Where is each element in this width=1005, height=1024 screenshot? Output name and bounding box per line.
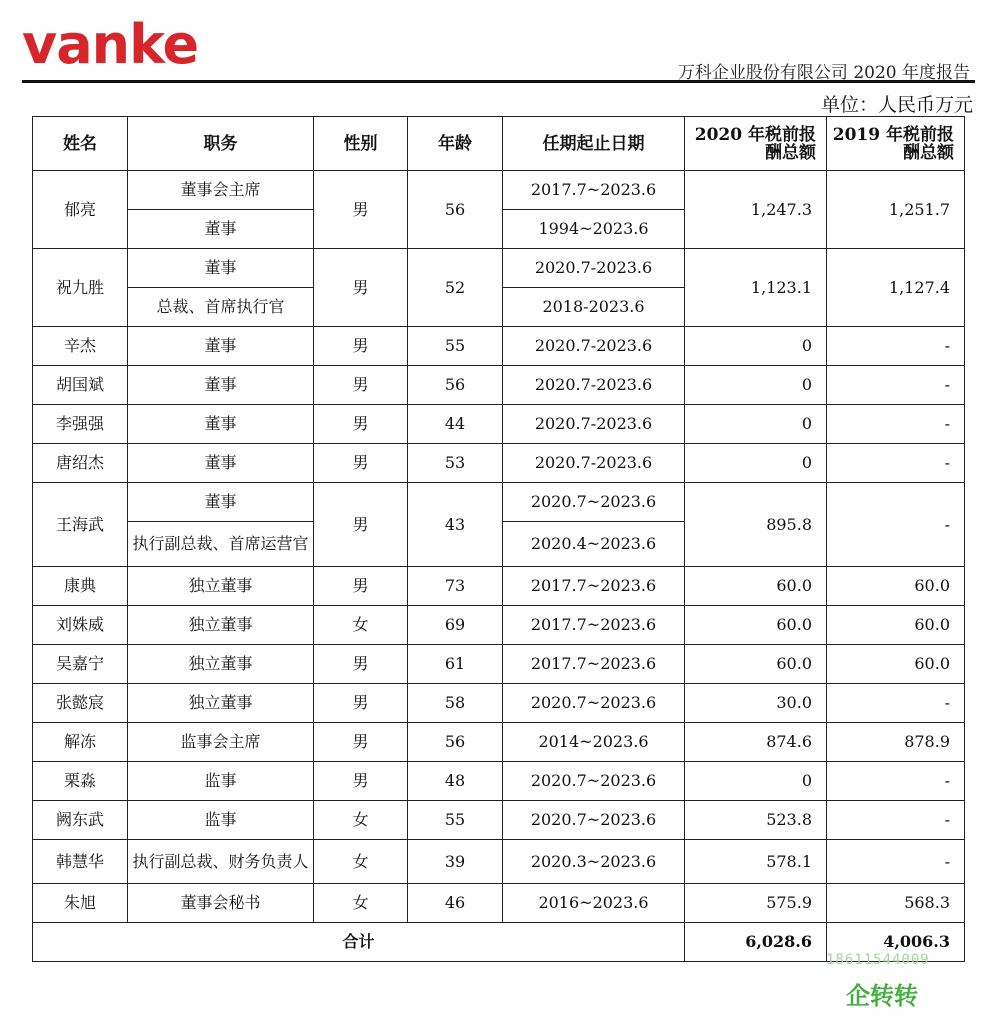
table-row	[33, 884, 965, 923]
table-row	[33, 801, 965, 840]
table-row	[33, 171, 965, 210]
cell-gender: 男	[314, 684, 408, 723]
cell-pay-2020: 60.0	[685, 567, 827, 606]
cell-name: 栗淼	[33, 762, 128, 801]
cell-term: 2020.7~2023.6	[503, 483, 685, 522]
cell-term: 2017.7~2023.6	[503, 606, 685, 645]
cell-term: 2020.7~2023.6	[503, 762, 685, 801]
cell-position: 监事	[128, 762, 314, 801]
cell-name: 李强强	[33, 405, 128, 444]
cell-gender: 男	[314, 444, 408, 483]
table-body	[33, 171, 965, 962]
col-header-gender: 性别	[314, 117, 408, 171]
cell-gender: 男	[314, 405, 408, 444]
cell-age: 73	[408, 567, 503, 606]
cell-position: 董事	[128, 405, 314, 444]
cell-term: 2014~2023.6	[503, 723, 685, 762]
total-row	[33, 923, 965, 962]
cell-position: 独立董事	[128, 645, 314, 684]
col-header-age: 年龄	[408, 117, 503, 171]
cell-name: 唐绍杰	[33, 444, 128, 483]
cell-position: 总裁、首席执行官	[128, 288, 314, 327]
cell-name: 辛杰	[33, 327, 128, 366]
cell-name: 胡国斌	[33, 366, 128, 405]
cell-gender: 女	[314, 840, 408, 884]
cell-age: 56	[408, 366, 503, 405]
cell-name: 王海武	[33, 483, 128, 567]
cell-age: 56	[408, 723, 503, 762]
table-row	[33, 444, 965, 483]
cell-term: 2020.7-2023.6	[503, 327, 685, 366]
table-row	[33, 366, 965, 405]
cell-pay-2019: -	[827, 801, 965, 840]
cell-pay-2020: 874.6	[685, 723, 827, 762]
cell-gender: 男	[314, 171, 408, 249]
cell-name: 刘姝威	[33, 606, 128, 645]
cell-position: 执行副总裁、财务负责人	[128, 840, 314, 884]
cell-pay-2020: 60.0	[685, 606, 827, 645]
table-row	[33, 840, 965, 884]
cell-age: 52	[408, 249, 503, 327]
total-pay-2019: 4,006.3	[827, 923, 965, 962]
cell-term: 2020.7-2023.6	[503, 366, 685, 405]
cell-age: 55	[408, 801, 503, 840]
cell-pay-2019: 1,251.7	[827, 171, 965, 249]
header-rule	[22, 80, 975, 83]
report-title: 万科企业股份有限公司 2020 年度报告	[677, 63, 970, 83]
cell-position: 监事	[128, 801, 314, 840]
watermark-brand: 企转转	[846, 982, 918, 1010]
col-header-position: 职务	[128, 117, 314, 171]
cell-pay-2020: 0	[685, 444, 827, 483]
cell-term: 2018-2023.6	[503, 288, 685, 327]
total-label: 合计	[33, 923, 685, 962]
table-row	[33, 684, 965, 723]
cell-gender: 男	[314, 366, 408, 405]
cell-age: 53	[408, 444, 503, 483]
cell-gender: 男	[314, 645, 408, 684]
cell-gender: 男	[314, 327, 408, 366]
cell-gender: 女	[314, 801, 408, 840]
cell-position: 董事	[128, 249, 314, 288]
cell-age: 56	[408, 171, 503, 249]
cell-name: 郁亮	[33, 171, 128, 249]
cell-gender: 女	[314, 606, 408, 645]
cell-pay-2019: -	[827, 762, 965, 801]
cell-pay-2020: 523.8	[685, 801, 827, 840]
table-row	[33, 723, 965, 762]
cell-gender: 男	[314, 249, 408, 327]
cell-pay-2020: 0	[685, 405, 827, 444]
table-row	[33, 405, 965, 444]
cell-pay-2019: 60.0	[827, 645, 965, 684]
cell-pay-2020: 575.9	[685, 884, 827, 923]
cell-term: 2020.7-2023.6	[503, 249, 685, 288]
compensation-table	[32, 116, 965, 962]
cell-name: 朱旭	[33, 884, 128, 923]
cell-term: 2017.7~2023.6	[503, 567, 685, 606]
table-row	[33, 483, 965, 522]
cell-age: 55	[408, 327, 503, 366]
cell-pay-2019: -	[827, 366, 965, 405]
cell-pay-2019: -	[827, 327, 965, 366]
cell-pay-2020: 30.0	[685, 684, 827, 723]
cell-term: 2016~2023.6	[503, 884, 685, 923]
col-header-pay-2020: 2020 年税前报酬总额	[685, 117, 827, 171]
cell-age: 46	[408, 884, 503, 923]
table-header-row	[33, 117, 965, 171]
col-header-pay-2019: 2019 年税前报酬总额	[827, 117, 965, 171]
cell-position: 董事	[128, 327, 314, 366]
cell-position: 独立董事	[128, 684, 314, 723]
watermark-number: 18611544009	[826, 952, 930, 968]
cell-pay-2019: 878.9	[827, 723, 965, 762]
table-row	[33, 645, 965, 684]
cell-position: 独立董事	[128, 567, 314, 606]
cell-term: 2020.3~2023.6	[503, 840, 685, 884]
table-row	[33, 327, 965, 366]
cell-term: 2017.7~2023.6	[503, 645, 685, 684]
cell-name: 康典	[33, 567, 128, 606]
cell-pay-2019: -	[827, 483, 965, 567]
cell-pay-2020: 578.1	[685, 840, 827, 884]
cell-pay-2019: 60.0	[827, 606, 965, 645]
cell-pay-2019: 60.0	[827, 567, 965, 606]
cell-age: 39	[408, 840, 503, 884]
cell-term: 2020.7~2023.6	[503, 684, 685, 723]
vanke-logo: vanke	[22, 13, 199, 76]
cell-pay-2020: 895.8	[685, 483, 827, 567]
cell-gender: 男	[314, 483, 408, 567]
cell-age: 48	[408, 762, 503, 801]
cell-name: 解冻	[33, 723, 128, 762]
cell-term: 1994~2023.6	[503, 210, 685, 249]
cell-age: 44	[408, 405, 503, 444]
cell-term: 2017.7~2023.6	[503, 171, 685, 210]
cell-name: 吴嘉宁	[33, 645, 128, 684]
cell-position: 董事会秘书	[128, 884, 314, 923]
cell-pay-2019: 568.3	[827, 884, 965, 923]
cell-pay-2020: 1,247.3	[685, 171, 827, 249]
col-header-term: 任期起止日期	[503, 117, 685, 171]
cell-pay-2019: -	[827, 444, 965, 483]
cell-name: 祝九胜	[33, 249, 128, 327]
cell-age: 61	[408, 645, 503, 684]
cell-position: 监事会主席	[128, 723, 314, 762]
table-row	[33, 249, 965, 288]
total-pay-2020: 6,028.6	[685, 923, 827, 962]
cell-pay-2019: -	[827, 684, 965, 723]
cell-term: 2020.7-2023.6	[503, 405, 685, 444]
cell-term: 2020.7~2023.6	[503, 801, 685, 840]
cell-pay-2020: 60.0	[685, 645, 827, 684]
unit-label: 单位：人民币万元	[820, 94, 973, 116]
cell-age: 69	[408, 606, 503, 645]
cell-pay-2020: 1,123.1	[685, 249, 827, 327]
cell-name: 韩慧华	[33, 840, 128, 884]
table-row	[33, 567, 965, 606]
cell-gender: 女	[314, 884, 408, 923]
cell-name: 阙东武	[33, 801, 128, 840]
cell-gender: 男	[314, 723, 408, 762]
cell-name: 张懿宸	[33, 684, 128, 723]
cell-pay-2020: 0	[685, 762, 827, 801]
table-row	[33, 762, 965, 801]
cell-age: 58	[408, 684, 503, 723]
cell-age: 43	[408, 483, 503, 567]
cell-gender: 男	[314, 762, 408, 801]
table-row	[33, 606, 965, 645]
cell-position: 董事会主席	[128, 171, 314, 210]
cell-position: 董事	[128, 444, 314, 483]
cell-position: 执行副总裁、首席运营官	[128, 522, 314, 567]
cell-term: 2020.4~2023.6	[503, 522, 685, 567]
cell-position: 董事	[128, 483, 314, 522]
cell-pay-2019: -	[827, 840, 965, 884]
cell-pay-2020: 0	[685, 366, 827, 405]
cell-position: 独立董事	[128, 606, 314, 645]
cell-pay-2019: 1,127.4	[827, 249, 965, 327]
cell-position: 董事	[128, 210, 314, 249]
cell-term: 2020.7-2023.6	[503, 444, 685, 483]
cell-position: 董事	[128, 366, 314, 405]
cell-pay-2019: -	[827, 405, 965, 444]
cell-pay-2020: 0	[685, 327, 827, 366]
col-header-name: 姓名	[33, 117, 128, 171]
cell-gender: 男	[314, 567, 408, 606]
